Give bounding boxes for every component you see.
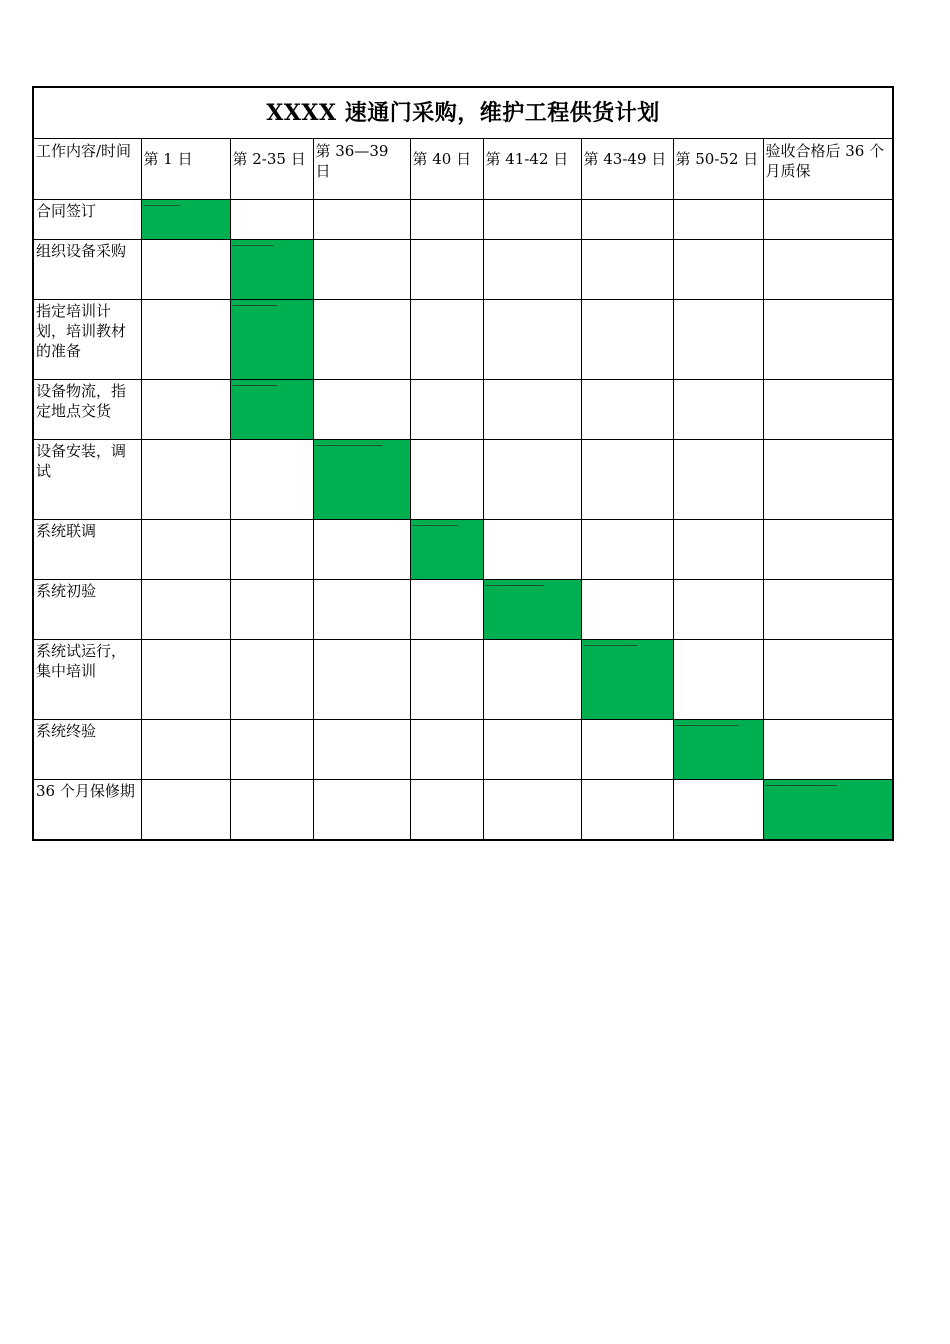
task-label: 系统试运行，集中培训 [36,642,127,680]
schedule-cell [410,580,483,640]
schedule-cell [410,440,483,520]
schedule-cell [581,720,673,780]
schedule-cell [763,640,893,720]
schedule-cell [763,580,893,640]
page-title: XXXX 速通门采购，维护工程供货计划 [33,87,893,139]
task-cell [33,240,141,300]
header-period [230,139,313,200]
schedule-cell [141,240,230,300]
schedule-cell [141,380,230,440]
schedule-cell [673,780,763,840]
schedule-cell [313,580,410,640]
schedule-mark: —————————— [412,521,457,531]
schedule-cell [483,780,581,840]
schedule-cell [763,380,893,440]
task-cell [33,580,141,640]
task-cell [33,440,141,520]
header-period [483,139,581,200]
schedule-cell [581,780,673,840]
period-label: 第 36—39 日 [315,142,389,180]
schedule-cell [581,240,673,300]
header-task-label: 工作内容/时间 [36,142,132,160]
table-row [33,440,893,520]
schedule-cell [141,780,230,840]
task-label: 指定培训计划，培训教材的准备 [36,302,127,360]
schedule-mark: ————————— [232,241,273,251]
schedule-cell [483,380,581,440]
schedule-cell [581,300,673,380]
schedule-cell [410,640,483,720]
schedule-bar [313,440,410,520]
schedule-cell [410,240,483,300]
schedule-cell [673,380,763,440]
schedule-cell [483,520,581,580]
task-label: 系统初验 [36,582,97,600]
schedule-cell [313,200,410,240]
schedule-mark: ———————————— [583,641,637,651]
schedule-cell [410,720,483,780]
schedule-cell [230,200,313,240]
table-row [33,240,893,300]
task-label: 系统联调 [36,522,97,540]
table-row [33,780,893,840]
schedule-cell [410,380,483,440]
schedule-cell [313,240,410,300]
schedule-cell [313,300,410,380]
schedule-bar [230,240,313,300]
schedule-cell [141,300,230,380]
header-period [763,139,893,200]
schedule-cell [230,520,313,580]
schedule-cell [483,720,581,780]
schedule-bar [483,580,581,640]
header-period [313,139,410,200]
period-label: 第 43-49 日 [583,150,667,168]
schedule-cell [483,200,581,240]
table-row [33,380,893,440]
schedule-cell [581,200,673,240]
table-row [33,640,893,720]
header-period [410,139,483,200]
schedule-cell [673,580,763,640]
header-period [673,139,763,200]
schedule-cell [483,440,581,520]
table-row [33,580,893,640]
header-period [141,139,230,200]
schedule-cell [483,640,581,720]
table-row [33,520,893,580]
task-cell [33,300,141,380]
schedule-cell [673,640,763,720]
task-label: 合同签订 [36,202,97,220]
schedule-cell [313,720,410,780]
table-row [33,300,893,380]
schedule-cell [141,580,230,640]
schedule-mark: ———————— [143,201,179,211]
schedule-cell [230,720,313,780]
schedule-bar [230,300,313,380]
task-label: 36 个月保修期 [36,782,135,800]
schedule-bar [581,640,673,720]
task-label: 设备物流，指定地点交货 [36,382,127,420]
period-label: 第 2-35 日 [232,150,306,168]
schedule-cell [410,200,483,240]
schedule-cell [763,200,893,240]
schedule-mark: ———————————————— [765,781,837,791]
task-rows [33,200,893,840]
schedule-bar [673,720,763,780]
schedule-cell [141,640,230,720]
schedule-cell [313,380,410,440]
schedule-cell [581,520,673,580]
schedule-mark: —————————— [232,301,277,311]
schedule-mark: ——————————————— [315,441,382,451]
task-cell [33,640,141,720]
schedule-cell [763,520,893,580]
header-period [581,139,673,200]
period-label: 验收合格后 36 个月质保 [765,142,885,180]
schedule-cell [673,520,763,580]
schedule-cell [313,640,410,720]
schedule-cell [230,780,313,840]
schedule-cell [230,440,313,520]
schedule-cell [230,580,313,640]
schedule-bar [230,380,313,440]
schedule-cell [763,300,893,380]
period-label: 第 50-52 日 [675,150,759,168]
schedule-cell [581,580,673,640]
schedule-cell [581,440,673,520]
schedule-mark: ————————————— [485,581,543,591]
schedule-cell [763,720,893,780]
period-label: 第 41-42 日 [485,150,569,168]
schedule-cell [581,380,673,440]
task-label: 系统终验 [36,722,97,740]
schedule-cell [483,240,581,300]
table-row [33,720,893,780]
task-cell [33,520,141,580]
schedule-bar [410,520,483,580]
period-label: 第 40 日 [412,150,472,168]
table-row [33,200,893,240]
task-label: 设备安装，调试 [36,442,127,480]
schedule-cell [673,240,763,300]
header-task-column [33,139,141,200]
task-cell [33,200,141,240]
schedule-cell [673,300,763,380]
schedule-cell [313,780,410,840]
period-label: 第 1 日 [143,150,193,168]
schedule-cell [141,440,230,520]
schedule-cell [141,720,230,780]
header-row [33,139,893,200]
schedule-bar [763,780,893,840]
schedule-cell [230,640,313,720]
schedule-mark: —————————————— [675,721,738,731]
schedule-cell [673,200,763,240]
schedule-cell [483,300,581,380]
schedule-cell [410,300,483,380]
schedule-cell [763,440,893,520]
schedule-cell [313,520,410,580]
schedule-cell [763,240,893,300]
task-cell [33,380,141,440]
schedule-mark: —————————— [232,381,277,391]
schedule-bar [141,200,230,240]
task-cell [33,780,141,840]
supply-schedule-table [32,86,894,841]
schedule-cell [673,440,763,520]
task-label: 组织设备采购 [36,242,127,260]
task-cell [33,720,141,780]
schedule-cell [410,780,483,840]
schedule-cell [141,520,230,580]
